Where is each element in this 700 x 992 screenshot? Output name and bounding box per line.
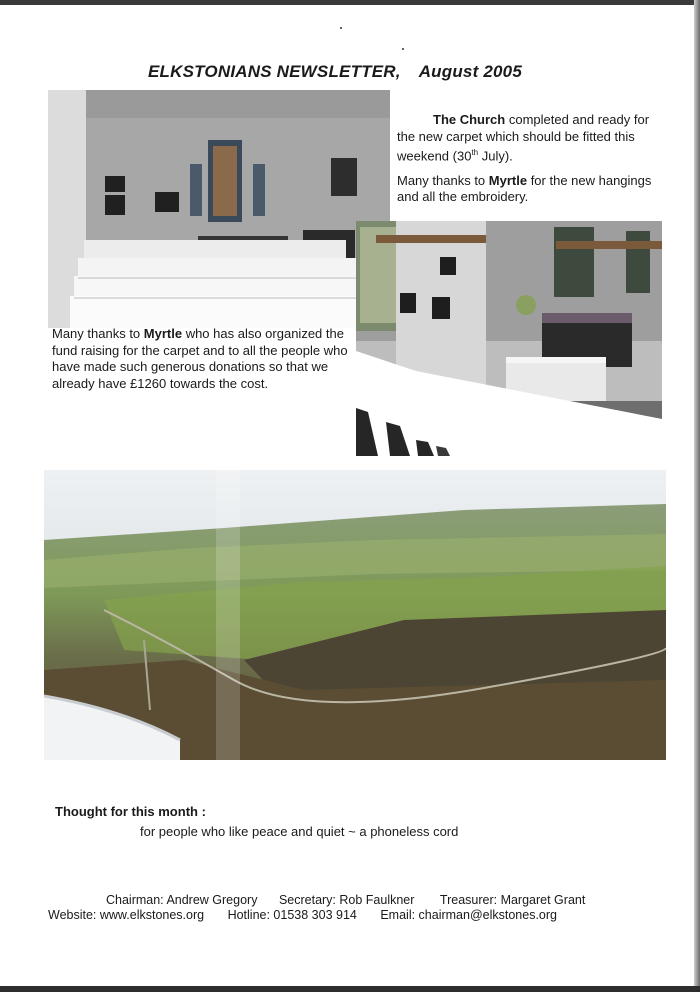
- church-heading: The Church: [433, 112, 506, 127]
- footer-contacts: [48, 908, 557, 922]
- church-caption-text-end: July).: [478, 148, 513, 164]
- newsletter-date: August 2005: [418, 62, 522, 81]
- church-caption: [397, 112, 659, 206]
- footer-secretary: Secretary: Rob Faulkner: [278, 893, 415, 907]
- hangings-thanks-prefix: Many thanks to: [397, 172, 489, 188]
- church-interior-photo: [48, 90, 390, 328]
- footer-chairman: Chairman: Andrew Gregory: [106, 893, 258, 907]
- fundraising-prefix: Many thanks to: [52, 326, 144, 341]
- fundraising-note: [52, 326, 352, 392]
- footer-website: Website: www.elkstones.org: [48, 908, 205, 922]
- footer-treasurer: Treasurer: Margaret Grant: [439, 893, 586, 907]
- newsletter-title: [148, 62, 578, 82]
- church-caption-text: completed and ready for the new carpet which should be fitted this weekend (30: [397, 112, 650, 164]
- thought-heading: Thought for this month :: [55, 804, 206, 819]
- newsletter-title-text: ELKSTONIANS NEWSLETTER,: [148, 62, 401, 81]
- hangings-thanks: [397, 173, 659, 206]
- scan-speck: [402, 48, 404, 50]
- scan-edge-bottom: [0, 986, 700, 992]
- scan-speck: [340, 27, 342, 29]
- church-detail-photo-strip: [356, 408, 460, 456]
- hangings-thanks-suffix: for the new hangings and all the embroidery.: [397, 172, 652, 205]
- scan-edge-right: [694, 0, 700, 992]
- footer-officers: [106, 893, 585, 907]
- footer-hotline: Hotline: 01538 303 914: [227, 908, 357, 922]
- thought-text: for people who like peace and quiet ~ a phoneless cord: [140, 824, 459, 839]
- fundraising-text: who has also organized the fund raising for the carpet and to all the people who have made such generous donations so that we already have £1260 towards the cost.: [52, 326, 348, 391]
- church-caption-superscript: th: [471, 148, 479, 157]
- church-caption-paragraph: [397, 112, 659, 165]
- moorland-landscape-photo: [44, 470, 666, 760]
- fundraising-name: Myrtle: [143, 326, 183, 341]
- scan-edge-top: [0, 0, 700, 5]
- footer-email: Email: chairman@elkstones.org: [380, 908, 557, 922]
- hangings-thanks-name: Myrtle: [488, 172, 528, 188]
